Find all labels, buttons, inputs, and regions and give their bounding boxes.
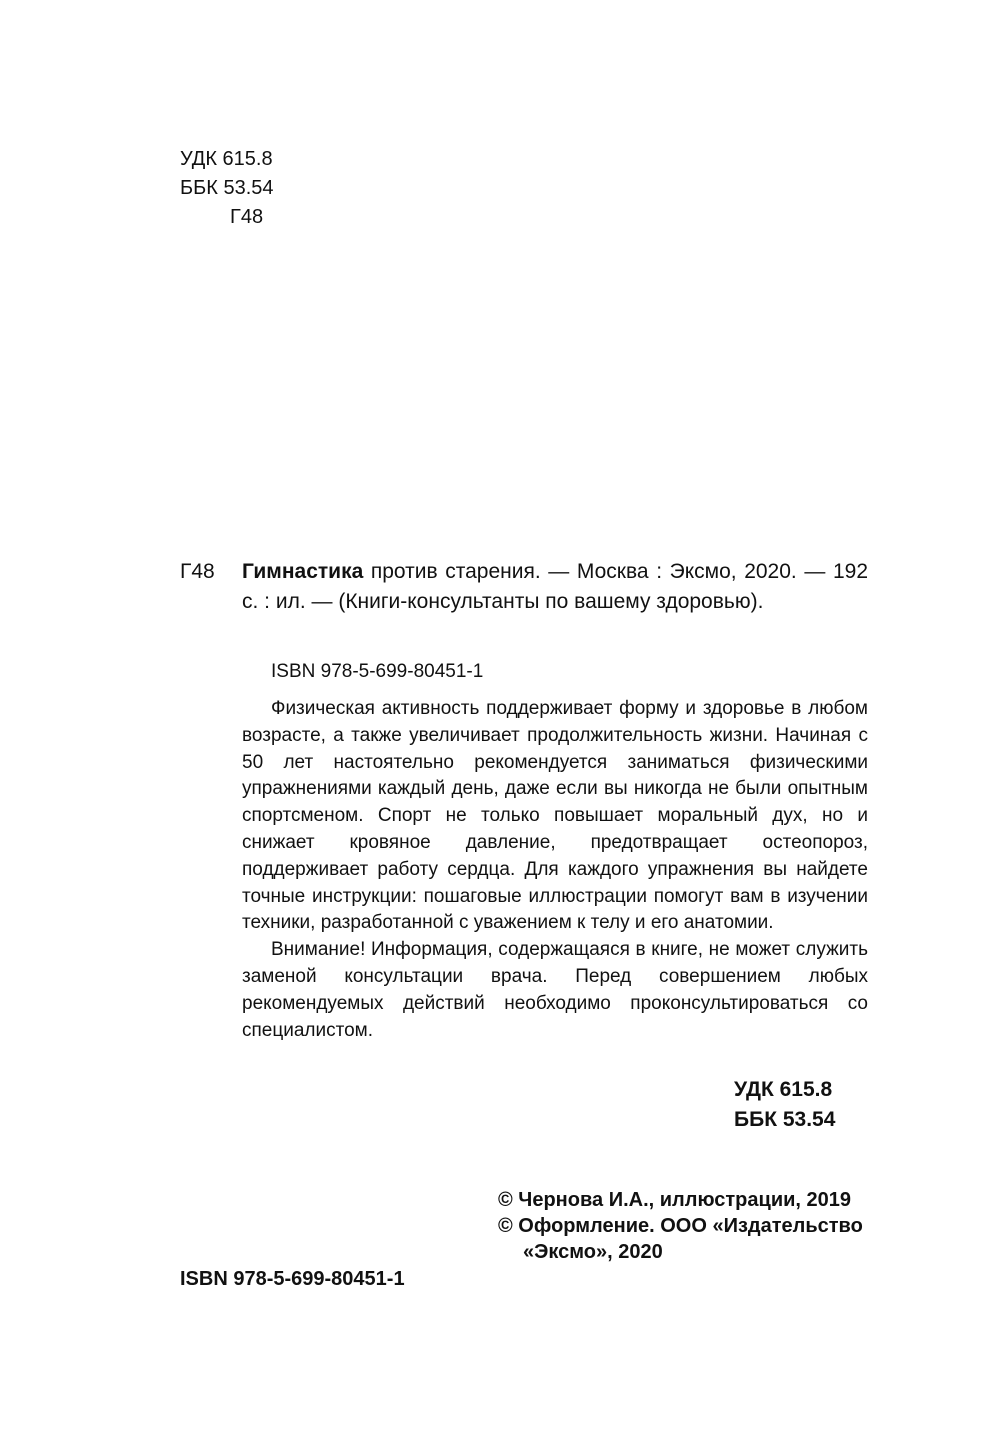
isbn-bottom: ISBN 978-5-699-80451-1 [180, 1268, 405, 1290]
classification-codes-top [180, 145, 274, 232]
copyright-design: © Оформление. ООО «Издательство «Эксмо», 2020 [498, 1215, 863, 1263]
copyright-illustrations: © Чернова И.А., иллюстрации, 2019 [498, 1189, 852, 1211]
copyright-block [498, 1187, 873, 1265]
udk-code: УДК 615.8 [180, 148, 273, 170]
annotation [242, 696, 868, 1044]
book-title: Гимнастика [242, 560, 364, 583]
author-mark: Г48 [230, 206, 264, 228]
annotation-paragraph: Физическая активность поддерживает форму и здоровье в любом возрасте, а также увеличивает продолжительность жизни. Начиная с 50 лет настоятельно рекомендуется заниматься физическими упражнениями каждый день, даже если вы никогда не были опытным спортсменом. Спорт не только повышает моральный дух, но и снижает кровяное давление, предотвращает остеопороз, поддерживает работу сердца. Для каждого упражнения вы найдете точные инструкции: пошаговые иллюстрации помогут вам в изучении техники, разработанной с уважением к телу и его анатомии. [242, 698, 868, 934]
warning-paragraph: Внимание! Информация, содержащаяся в книге, не может служить заменой консультации врача. Перед совершением любых рекомендуемых действий необходимо проконсультироваться со специалистом. [242, 939, 868, 1041]
entry-author-mark: Г48 [180, 560, 215, 583]
bbk-code: ББК 53.54 [180, 177, 274, 199]
bibliographic-details: против старения. — Москва : Эксмо, 2020. — 192 с. : ил. — (Книги-консультанты по вашему здоровью). [242, 560, 868, 613]
udk-code-bottom: УДК 615.8 [734, 1078, 833, 1101]
bibliographic-entry [242, 557, 868, 617]
classification-codes-bottom [734, 1075, 835, 1135]
bibliographic-description [242, 557, 868, 617]
entry-isbn: ISBN 978-5-699-80451-1 [271, 661, 484, 682]
bbk-code-bottom: ББК 53.54 [734, 1108, 836, 1131]
